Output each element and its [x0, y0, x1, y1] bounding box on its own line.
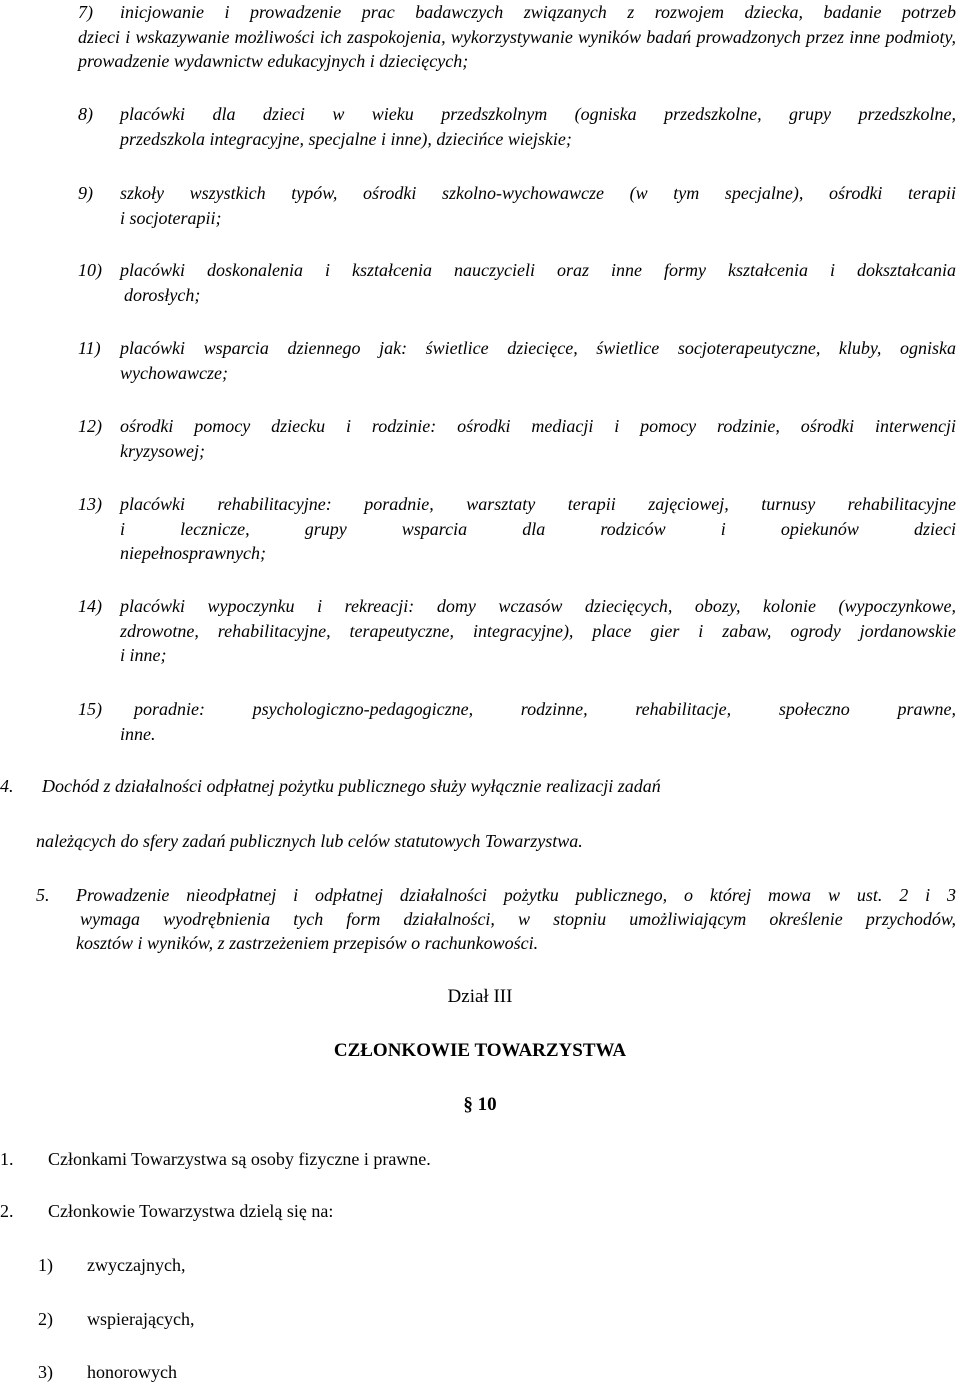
item-text-line1: placówki wypoczynku i rekreacji: domy wczasów dziecięcych, obozy, kolonie (wypoczynkowe, [120, 596, 956, 616]
paragraph-text-line1: Prowadzenie nieodpłatnej i odpłatnej działalności pożytku publicznego, o której mowa w ust. 2 i 3 [76, 885, 956, 905]
item-text-rest: i inne; [120, 645, 167, 665]
item-text-rest: niepełnosprawnych; [120, 543, 266, 563]
list-item [78, 258, 956, 307]
member-type-label: wspierających, [87, 1309, 195, 1329]
member-type-label: zwyczajnych, [87, 1255, 186, 1275]
item-text-rest: i socjoterapii; [120, 207, 222, 228]
item-text-line1: placówki rehabilitacyjne: poradnie, warsztaty terapii zajęciowej, turnusy rehabilitacyjne [120, 494, 956, 514]
list-item [78, 181, 956, 230]
item-text-rest: inne. [120, 723, 156, 744]
paragraph-number: 4. [0, 776, 14, 796]
paragraph-text-line3: kosztów i wyników, z zastrzeżeniem przepisów o rachunkowości. [76, 933, 539, 953]
member-point-number: 1. [0, 1149, 14, 1169]
list-item [78, 594, 956, 668]
item-number: 10) [78, 260, 102, 280]
item-number: 11) [78, 338, 101, 358]
member-point-number: 2. [0, 1201, 14, 1221]
section-label: Dział III [447, 986, 513, 1007]
paragraph-number: 5. [36, 885, 50, 905]
list-item [78, 336, 956, 385]
list-item [78, 102, 956, 151]
section-heading: CZŁONKOWIE TOWARZYSTWA [333, 1040, 627, 1061]
paragraph-5 [36, 883, 956, 955]
item-number: 15) [78, 699, 102, 719]
member-point-text: Członkami Towarzystwa są osoby fizyczne i prawne. [48, 1149, 431, 1169]
member-point-text: Członkowie Towarzystwa dzielą się na: [48, 1201, 334, 1221]
member-type-number: 3) [38, 1362, 53, 1382]
item-number: 12) [78, 416, 102, 436]
item-text-rest: kryzysowej; [120, 440, 205, 461]
item-text-line1: placówki dla dzieci w wieku przedszkolnym (ogniska przedszkolne, grupy przedszkolne, [120, 104, 956, 124]
item-text-rest: przedszkola integracyjne, specjalne i inne), dziecińce wiejskie; [120, 128, 572, 149]
item-text-rest: wychowawcze; [120, 362, 228, 383]
item-text-line1: szkoły wszystkich typów, ośrodki szkolno-wychowawcze (w tym specjalne), ośrodki terapii [120, 183, 956, 203]
paragraph-text-line1: Dochód z działalności odpłatnej pożytku publicznego służy wyłącznie realizacji zadań [42, 776, 661, 796]
paragraph-text-line2: wymaga wyodrębnienia tych form działalności, w stopniu umożliwiającym określenie przychodów, [80, 909, 956, 929]
paragraph-sign: § 10 [463, 1094, 497, 1115]
item-number: 13) [78, 494, 102, 514]
member-type-number: 2) [38, 1309, 53, 1329]
member-type-number: 1) [38, 1255, 53, 1275]
item-text-rest: dorosłych; [124, 284, 201, 305]
item-text-line2: zdrowotne, rehabilitacyjne, terapeutyczne, integracyjne), place gier i zabaw, ogrody jordanowskie [120, 620, 956, 641]
member-type-label: honorowych [87, 1362, 177, 1382]
item-number: 7) [78, 2, 93, 22]
item-text-rest: dzieci i wskazywanie możliwości ich zaspokojenia, wykorzystywanie wyników badań prowadzonych przez inne podmioty, prowadzenie wydawnictw edukacyjnych i dziecięcych; [78, 26, 956, 71]
item-text-line1: placówki doskonalenia i kształcenia nauczycieli oraz inne formy kształcenia i dokształcania [120, 260, 956, 280]
list-item [78, 414, 956, 463]
item-number: 8) [78, 104, 93, 124]
paragraph-text-line2: należących do sfery zadań publicznych lub celów statutowych Towarzystwa. [36, 831, 583, 851]
item-text-line1: poradnie: psychologiczno-pedagogiczne, rodzinne, rehabilitacje, społeczno prawne, [134, 699, 956, 719]
paragraph-4-continuation [36, 829, 836, 853]
item-number: 9) [78, 183, 93, 203]
item-text-line1: inicjowanie i prowadzenie prac badawczych związanych z rozwojem dziecka, badanie potrzeb [120, 2, 956, 22]
item-text-line1: ośrodki pomocy dziecku i rodzinie: ośrodki mediacji i pomocy rodzinie, ośrodki interwencji [120, 416, 956, 436]
item-text-line1: placówki wsparcia dziennego jak: świetlice dziecięce, świetlice socjoterapeutyczne, kluby, ogniska [120, 338, 956, 358]
list-item [78, 0, 956, 74]
item-number: 14) [78, 596, 102, 616]
list-item [78, 492, 956, 566]
list-item [78, 697, 956, 746]
item-text-line2: i lecznicze, grupy wsparcia dla rodziców i opiekunów dzieci [120, 518, 956, 539]
